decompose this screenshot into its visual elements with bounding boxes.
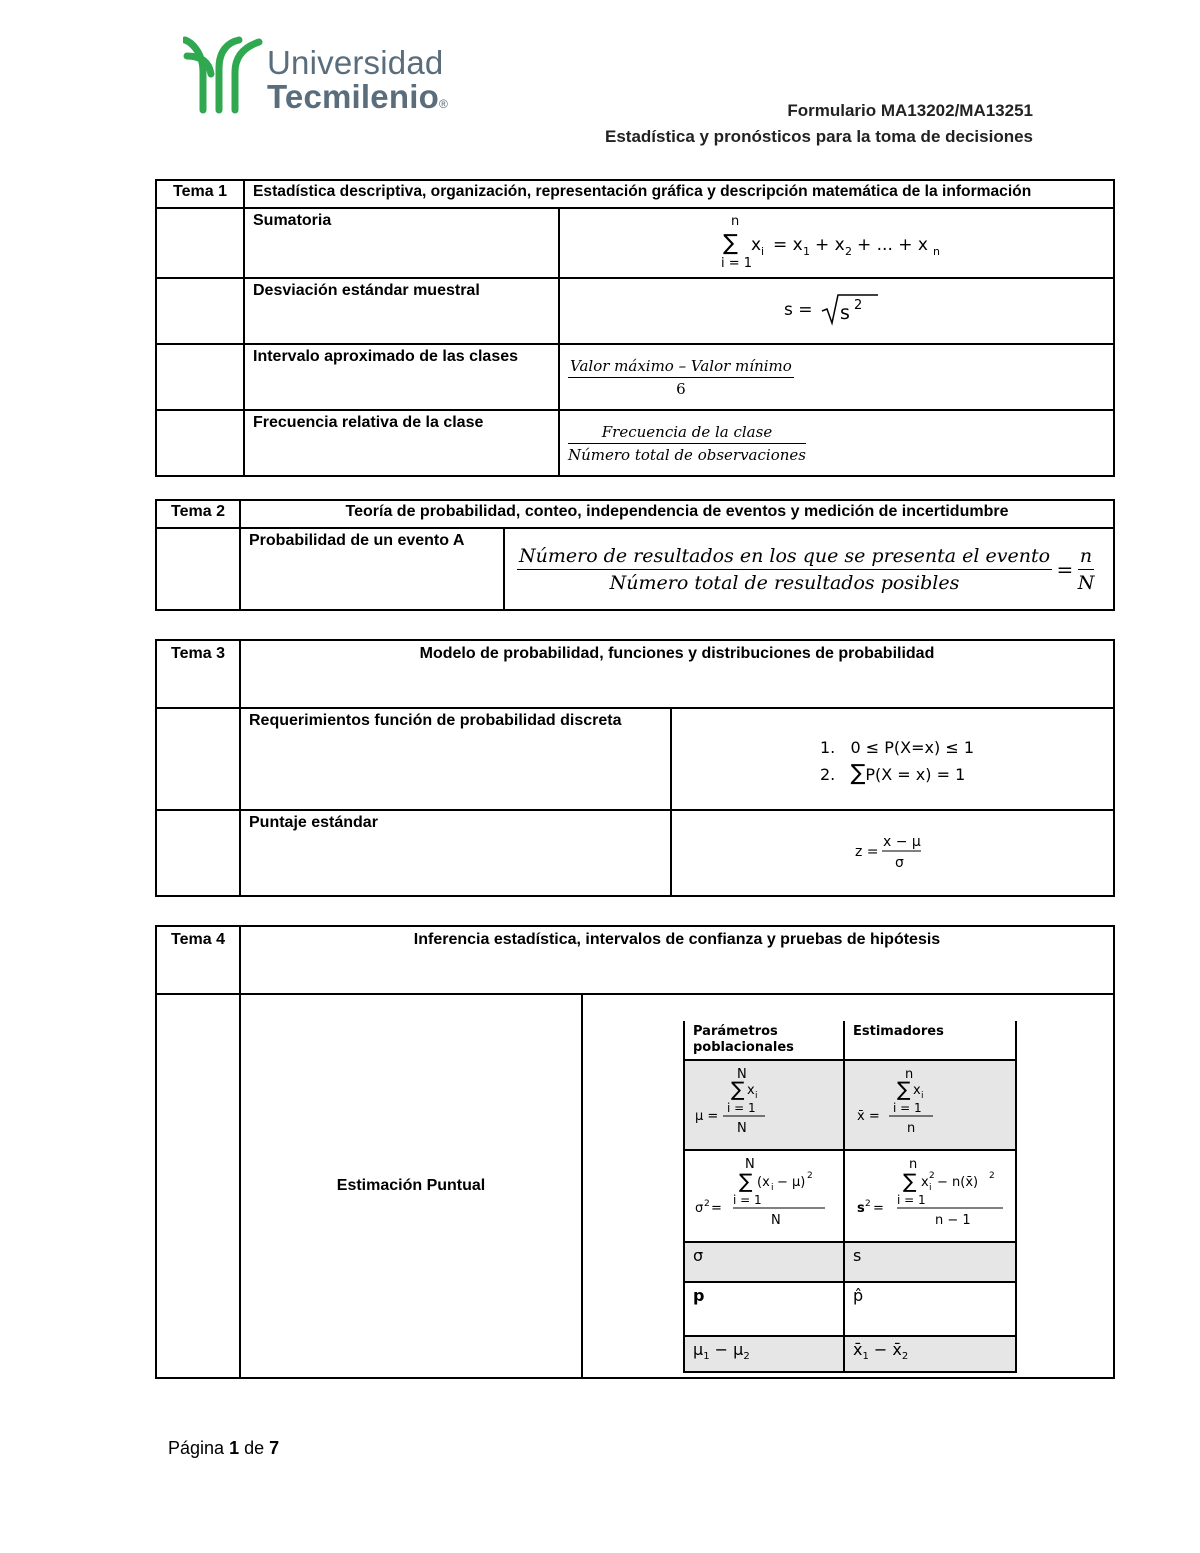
z-score-formula-graphic — [853, 829, 933, 873]
est-xbar-diff: $x̄_1$ − $x̄_2$ — [844, 1336, 1016, 1372]
svg-text:∑: ∑ — [722, 231, 738, 256]
prob-numerator: Número de resultados en los que se presenta el evento — [517, 545, 1052, 570]
form-code: Formulario MA13202/MA13251 — [787, 101, 1033, 120]
svg-text:2: 2 — [853, 298, 862, 313]
row-puntaje-label: Puntaje estándar — [240, 810, 671, 896]
est-variance — [844, 1150, 1016, 1242]
prob-n: n — [1078, 545, 1095, 570]
logo-line1: Universidad — [267, 44, 444, 81]
tema1-label: Tema 1 — [156, 180, 244, 208]
svg-text:x: x — [913, 1083, 921, 1098]
param-p: p — [684, 1282, 844, 1336]
puntaje-formula — [671, 810, 1114, 896]
svg-text:x: x — [750, 235, 761, 255]
page-number: Página 1 de 7 — [168, 1438, 280, 1458]
svg-text:σ: σ — [894, 855, 904, 871]
row-requerimientos-label: Requerimientos función de probabilidad discreta — [240, 708, 671, 810]
svg-text:i = 1: i = 1 — [727, 1101, 756, 1115]
svg-text:x − μ: x − μ — [882, 834, 921, 850]
frecuencia-numerator: Frecuencia de la clase — [568, 423, 806, 444]
sqrt-formula-graphic — [782, 289, 892, 329]
row-estimacion-label: Estimación Puntual — [240, 994, 582, 1378]
svg-text:i = 1: i = 1 — [893, 1101, 922, 1115]
svg-text:i: i — [771, 1183, 774, 1193]
row-intervalo-label: Intervalo aproximado de las clases — [244, 344, 559, 410]
tema2-table — [155, 499, 1115, 611]
svg-text:x̄ =: x̄ = — [857, 1109, 880, 1124]
tema1-table — [155, 179, 1115, 477]
svg-text:= x: = x — [772, 235, 803, 255]
svg-text:σ: σ — [695, 1201, 704, 1216]
row-probabilidad-label: Probabilidad de un evento A — [240, 528, 504, 610]
svg-text:− μ): − μ) — [777, 1175, 806, 1190]
svg-text:2: 2 — [807, 1171, 813, 1181]
tema2-label: Tema 2 — [156, 500, 240, 528]
param-mean — [684, 1060, 844, 1150]
tema3-title: Modelo de probabilidad, funciones y distribuciones de probabilidad — [240, 640, 1114, 708]
tema3-table — [155, 639, 1115, 897]
svg-text:i: i — [921, 1091, 924, 1101]
svg-text:2: 2 — [844, 245, 852, 258]
svg-text:=: = — [873, 1201, 884, 1216]
svg-text:n: n — [907, 1121, 916, 1136]
svg-text:i: i — [755, 1091, 758, 1101]
desviacion-formula — [559, 278, 1114, 344]
svg-text:x: x — [921, 1175, 929, 1190]
intervalo-formula — [559, 344, 1114, 410]
tema4-label: Tema 4 — [156, 926, 240, 994]
tema3-label: Tema 3 — [156, 640, 240, 708]
param-mu-diff: $\mu_1 - \mu_2$ — [684, 1336, 844, 1372]
tema1-title: Estadística descriptiva, organización, representación gráfica y descripción matemática de la información — [244, 180, 1114, 208]
estimators-table — [683, 1021, 1017, 1373]
col-parametros-header: Parámetros poblacionales — [684, 1021, 844, 1060]
university-logo — [183, 34, 473, 114]
frecuencia-denominator: Número total de observaciones — [568, 445, 806, 464]
prob-N: N — [1077, 571, 1095, 594]
svg-text:+ x: + x — [814, 235, 845, 255]
svg-text:+ ... + x: + ... + x — [856, 235, 928, 255]
svg-text:i: i — [929, 1183, 932, 1193]
row-sumatoria-label: Sumatoria — [244, 208, 559, 278]
svg-text:∑: ∑ — [739, 1169, 753, 1193]
svg-text:2: 2 — [989, 1171, 995, 1181]
svg-text:N: N — [737, 1067, 747, 1082]
req-item1-number: 1. — [820, 738, 836, 757]
svg-text:N: N — [737, 1121, 747, 1136]
tema2-title: Teoría de probabilidad, conteo, independencia de eventos y medición de incertidumbre — [240, 500, 1114, 528]
svg-text:N: N — [745, 1157, 755, 1172]
tema4-table — [155, 925, 1115, 1379]
svg-text:1: 1 — [802, 245, 810, 258]
svg-text:− n(x̄): − n(x̄) — [937, 1175, 979, 1190]
prob-denominator: Número total de resultados posibles — [609, 571, 960, 594]
sumatoria-formula — [559, 208, 1114, 278]
svg-text:n: n — [730, 214, 739, 229]
svg-text:μ =: μ = — [695, 1109, 719, 1124]
svg-text:i = 1: i = 1 — [897, 1193, 926, 1207]
svg-text:s =: s = — [783, 300, 813, 320]
intervalo-denominator: 6 — [676, 379, 686, 398]
svg-text:n − 1: n − 1 — [935, 1213, 971, 1228]
row-frecuencia-label: Frecuencia relativa de la clase — [244, 410, 559, 476]
svg-text:2: 2 — [929, 1171, 935, 1181]
svg-text:s: s — [839, 302, 850, 324]
frecuencia-formula — [559, 410, 1114, 476]
row-desviacion-label: Desviación estándar muestral — [244, 278, 559, 344]
svg-text:i: i — [760, 245, 764, 258]
svg-text:N: N — [771, 1213, 781, 1228]
svg-text:x: x — [747, 1083, 755, 1098]
svg-text:s: s — [857, 1201, 865, 1216]
svg-text:n: n — [909, 1157, 918, 1172]
estimacion-content — [582, 994, 1114, 1378]
est-mean — [844, 1060, 1016, 1150]
svg-text:i = 1: i = 1 — [733, 1193, 762, 1207]
course-title: Estadística y pronósticos para la toma de decisiones — [605, 127, 1033, 146]
summation-formula-graphic — [717, 212, 957, 270]
est-p-hat: p̂ — [844, 1282, 1016, 1336]
svg-text:∑: ∑ — [897, 1077, 911, 1101]
svg-text:∑: ∑ — [731, 1077, 745, 1101]
svg-text:∑: ∑ — [903, 1169, 917, 1193]
est-s: s — [844, 1242, 1016, 1282]
logo-line2: Tecmilenio® — [267, 78, 448, 115]
svg-text:n: n — [905, 1067, 914, 1082]
intervalo-numerator: Valor máximo – Valor mínimo — [568, 357, 794, 378]
tema4-title: Inferencia estadística, intervalos de confianza y pruebas de hipótesis — [240, 926, 1114, 994]
tecmilenio-leaf-icon — [183, 34, 263, 114]
probabilidad-formula: $\frac{\text{Número de resultados en los que se presenta el evento}}{\text{Número total de resultados posibles}}$ = $\frac{n}{N}$ — [504, 528, 1114, 610]
svg-text:n: n — [932, 245, 940, 258]
svg-text:i = 1: i = 1 — [720, 256, 752, 270]
svg-text:z =: z = — [854, 844, 879, 860]
svg-text:2: 2 — [704, 1199, 710, 1209]
req-item2-number: 2. — [820, 765, 836, 784]
requerimientos-formula: 1. 0 ≤ P(X=x) ≤ 1 2. ∑P(X = x) = 1 — [671, 708, 1114, 810]
svg-text:=: = — [711, 1201, 722, 1216]
param-sigma: σ — [684, 1242, 844, 1282]
svg-text:2: 2 — [865, 1199, 871, 1209]
col-estimadores-header: Estimadores — [844, 1021, 1016, 1060]
param-variance — [684, 1150, 844, 1242]
svg-text:(x: (x — [757, 1175, 770, 1190]
